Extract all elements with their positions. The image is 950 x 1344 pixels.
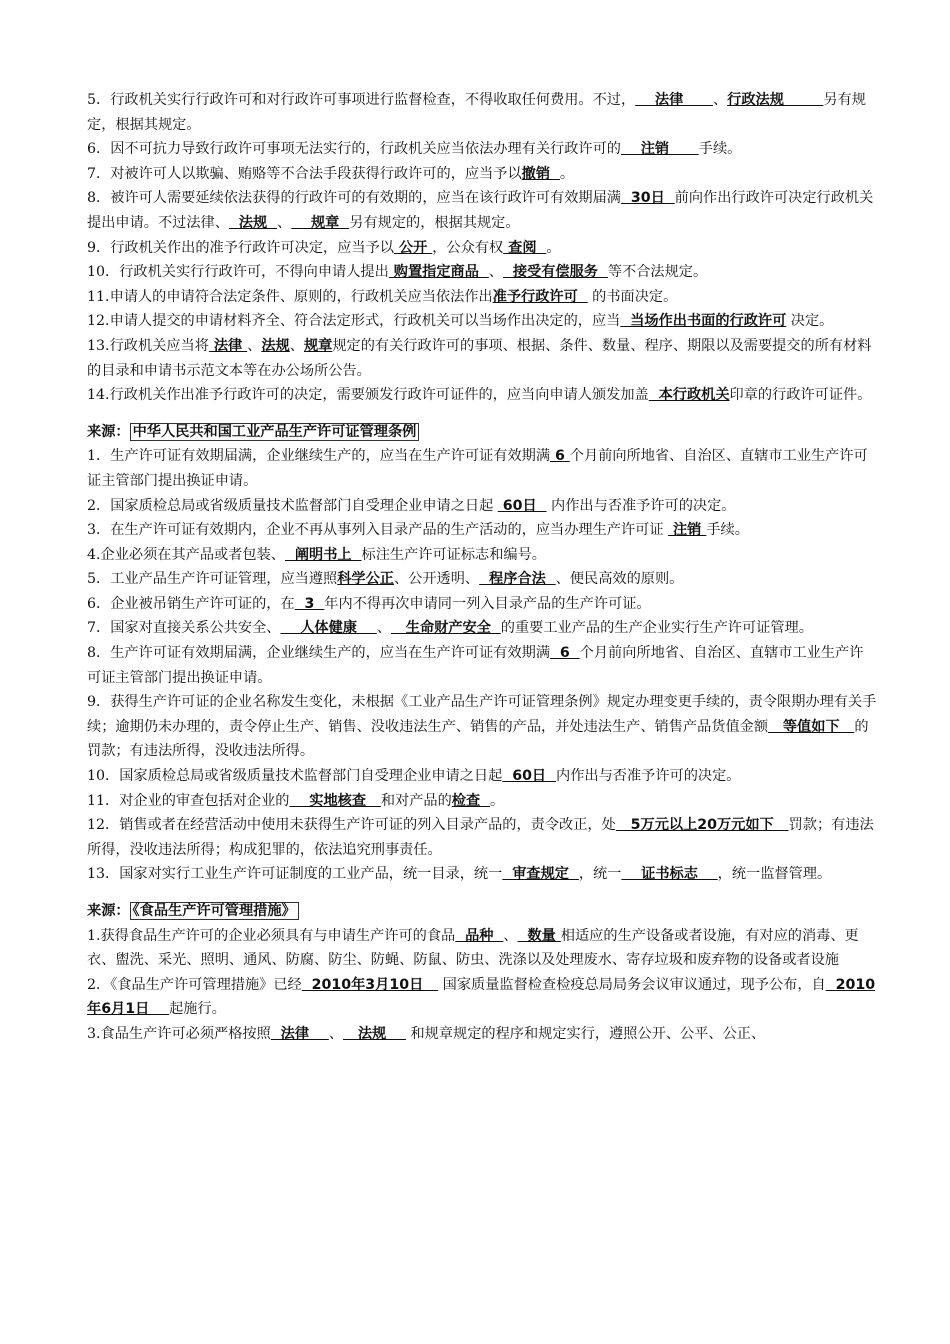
answer-blank: 60日 [502, 768, 557, 785]
question-text: 、 [503, 927, 518, 944]
source-title: 中华人民共和国工业产品生产许可证管理条例 [130, 423, 420, 441]
question-text: 相适应的生产设备或者设施，有对应的消毒、更衣、盥洗、采光、照明、通风、防腐、防尘、防蝇、防鼠、防虫、洗涤以及处理废水、寄存垃圾和废弃物的设备或者设施 [87, 927, 859, 969]
question-text: 另有规定，根据其规定。 [87, 92, 866, 133]
question-text: 、 [289, 337, 304, 354]
question-item [87, 137, 877, 162]
answer-blank: 查阅 [503, 239, 547, 256]
answer-blank: 准予行政许可 [492, 288, 588, 305]
answer-blank: 公开 [393, 239, 433, 256]
question-item [87, 334, 877, 383]
question-item [87, 862, 877, 887]
question-item [87, 236, 877, 261]
question-text: 手续。 [706, 522, 749, 539]
answer-blank: 撤销 [521, 165, 560, 182]
answer-blank: 法规 [261, 337, 290, 354]
question-text: 3.食品生产许可必须严格按照 [87, 1025, 271, 1042]
section-food-production-license [87, 899, 877, 1047]
question-text: 、 [247, 337, 262, 354]
answer-blank: 阐明书上 [284, 546, 362, 563]
question-text: 和对产品的 [380, 792, 452, 809]
question-text: 标注生产许可证标志和编号。 [361, 546, 546, 563]
section-gap [87, 408, 877, 420]
question-text: 、 [376, 620, 391, 637]
question-text: 5．行政机关实行行政许可和对行政许可事项进行监督检查，不得收取任何费用。不过， [87, 92, 636, 108]
question-item [87, 616, 877, 641]
answer-blank: 法律 [270, 1025, 329, 1042]
question-text: 3．在生产许可证有效期内，企业不再从事列入目录产品的生产活动的，应当办理生产许可证 [87, 522, 669, 539]
source-label: 来源： [87, 903, 130, 919]
question-item [87, 543, 877, 568]
question-item [87, 285, 877, 310]
section-industrial-license-regulations [87, 420, 877, 887]
question-item [87, 186, 877, 235]
answer-blank: 6 [550, 448, 570, 465]
question-text: 7．国家对直接关系公共安全、 [87, 620, 281, 637]
question-text: 国家质量监督检查检疫总局局务会议审议通过，现予公布，自 [438, 976, 826, 993]
answer-blank: 30日 [620, 190, 675, 207]
answer-blank: 检查 [451, 792, 491, 809]
question-text: 10．国家质检总局或省级质量技术监督部门自受理企业申请之日起 [87, 768, 503, 785]
document-page [87, 88, 877, 1047]
question-text: 14.行政机关作出准予行政许可的决定，需要颁发行政许可证件的，应当向申请人颁发加盖 [87, 387, 649, 404]
answer-blank: 证书标志 [621, 866, 718, 883]
question-text: 6．企业被吊销生产许可证的，在 [87, 595, 295, 612]
answer-blank: 注销 [668, 522, 707, 539]
answer-blank: 法规 [228, 214, 278, 231]
answer-blank: 当场作出书面的行政许可 [620, 313, 787, 330]
question-item [87, 88, 877, 137]
answer-blank: 6 [550, 645, 580, 662]
source-heading [87, 420, 877, 445]
answer-blank: 2010年3月10日 [301, 976, 439, 993]
question-text: 8．生产许可证有效期届满，企业继续生产的，应当在生产许可证有效期满 [87, 645, 551, 662]
question-item [87, 260, 877, 285]
question-text: 4.企业必须在其产品或者包装、 [87, 546, 285, 563]
question-text: 11.申请人的申请符合法定条件、原则的，行政机关应当依法作出 [87, 288, 493, 305]
answer-blank: 等值如下 [768, 718, 855, 735]
question-text: 12．销售或者在经营活动中使用未获得生产许可证的列入目录产品的，责令改正，处 [87, 817, 616, 834]
question-text: 、 [712, 92, 728, 108]
question-item [87, 641, 877, 690]
question-text: 。 [490, 792, 505, 809]
answer-blank: 数量 [517, 927, 561, 944]
question-text: 和规章规定的程序和规定实行，遵照公开、公平、公正、 [405, 1025, 766, 1042]
question-text: 手续。 [698, 141, 742, 158]
answer-blank: 法律 [635, 92, 713, 108]
question-item [87, 444, 877, 493]
question-item [87, 789, 877, 814]
question-item [87, 924, 877, 973]
answer-blank: 注销 [620, 141, 699, 158]
answer-blank: 科学公正 [337, 571, 394, 588]
answer-blank: 实地核查 [289, 792, 381, 809]
question-item [87, 383, 877, 408]
question-text: 、便民高效的原则。 [555, 571, 684, 588]
question-item [87, 567, 877, 592]
question-item [87, 813, 877, 862]
answer-blank: 行政法规 [727, 92, 824, 108]
question-text: 内作出与否准予许可的决定。 [546, 497, 736, 514]
question-item [87, 518, 877, 543]
question-text: 10．行政机关实行行政许可，不得向申请人提出 [87, 264, 389, 281]
question-text: 9．行政机关作出的准予行政许可决定，应当予以 [87, 239, 394, 256]
question-text: 印章的行政许可证件。 [729, 387, 872, 404]
question-text: 8．被许可人需要延续依法获得的行政许可的有效期的，应当在该行政许可有效期届满 [87, 190, 621, 207]
question-text: 。 [546, 239, 561, 256]
question-text: 5．工业产品生产许可证管理，应当遵照 [87, 571, 338, 588]
answer-blank: 5万元以上20万元如下 [615, 817, 789, 834]
question-text: 。 [559, 165, 575, 182]
question-text: 12.申请人提交的申请材料齐全、符合法定形式，行政机关可以当场作出决定的，应当 [87, 313, 621, 330]
question-text: 、 [328, 1025, 344, 1042]
question-text: 、公开透明、 [393, 571, 480, 588]
question-text: 等不合法规定。 [607, 264, 708, 281]
answer-blank: 60日 [497, 497, 547, 514]
question-item [87, 309, 877, 334]
question-text: 6．因不可抗力导致行政许可事项无法实行的，行政机关应当依法办理有关行政许可的 [87, 141, 621, 158]
answer-blank: 人体健康 [280, 620, 377, 637]
question-text: ，统一 [578, 866, 622, 883]
question-text: 前向作出行政许可决定行政机关提出申请。不过法律、 [87, 190, 874, 231]
question-item [87, 973, 877, 1022]
question-text: 、 [488, 264, 503, 281]
question-text: 9．获得生产许可证的企业名称发生变化，未根据《工业产品生产许可证管理条例》规定办理变更手续的，责令限期办理有关手续；逾期仍未办理的，责令停止生产、销售、没收违法生产、销售的产品，并处违法生产、销售产品货值金额 [87, 694, 877, 735]
question-text: 1．生产许可证有效期届满，企业继续生产的，应当在生产许可证有效期满 [87, 448, 551, 465]
question-text: 13．国家对实行工业生产许可证制度的工业产品，统一目录，统一 [87, 866, 503, 883]
question-text: 2．《食品生产许可管理措施》已经 [87, 976, 302, 993]
answer-blank: 规章 [303, 337, 333, 354]
question-item [87, 494, 877, 519]
question-text: 起施行。 [169, 1001, 226, 1018]
question-item [87, 592, 877, 617]
question-text: 决定。 [786, 313, 834, 330]
answer-blank: 本行政机关 [648, 387, 730, 404]
question-text: 年内不得再次申请同一列入目录产品的生产许可证。 [324, 595, 651, 612]
question-text: 另有规定的，根据其规定。 [349, 214, 520, 231]
question-text: 7．对被许可人以欺骗、贿赂等不合法手段获得行政许可的，应当予以 [87, 165, 522, 182]
question-item [87, 690, 877, 764]
question-item [87, 162, 877, 187]
answer-blank: 程序合法 [479, 571, 556, 588]
answer-blank: 规章 [291, 214, 350, 231]
source-title: 《食品生产许可管理措施》 [130, 902, 299, 920]
answer-blank: 法规 [343, 1025, 406, 1042]
question-text: 11．对企业的审查包括对企业的 [87, 792, 290, 809]
question-text: 内作出与否准予许可的决定。 [556, 768, 741, 785]
answer-blank: 接受有偿服务 [502, 264, 608, 281]
question-item [87, 1022, 877, 1047]
question-text: 、 [277, 214, 292, 231]
question-text: 2．国家质检总局或省级质量技术监督部门自受理企业申请之日起 [87, 497, 498, 514]
question-text: 个月前向所地省、自治区、直辖市工业生产许可证主管部门提出换证申请。 [87, 448, 868, 489]
question-text: 罚款；有违法所得，没收违法所得；构成犯罪的，依法追究刑事责任。 [87, 817, 874, 858]
answer-blank: 品种 [455, 927, 504, 944]
question-text: 个月前向所地省、自治区、直辖市工业生产许可证主管部门提出换证申请。 [87, 645, 864, 686]
question-item [87, 764, 877, 789]
question-text: 1.获得食品生产许可的企业必须具有与申请生产许可的食品 [87, 927, 456, 944]
answer-blank: 法律 [208, 337, 248, 354]
question-text: ，统一监督管理。 [717, 866, 832, 883]
section-gap [87, 887, 877, 899]
question-text: 的重要工业产品的生产企业实行生产许可证管理。 [500, 620, 813, 637]
question-text: 13.行政机关应当将 [87, 337, 209, 354]
question-text: 的罚款；有违法所得，没收违法所得。 [87, 718, 869, 760]
question-text: 的书面决定。 [587, 288, 678, 305]
question-text: 规定的有关行政许可的事项、根据、条件、数量、程序、期限以及需要提交的所有材料的目录和申请书示范文本等在办公场所公告。 [87, 337, 872, 379]
question-text: ，公众有权 [432, 239, 504, 256]
answer-blank: 2010年6月1日 [87, 976, 876, 1018]
answer-blank: 审查规定 [502, 866, 579, 883]
answer-blank: 购置指定商品 [388, 264, 489, 281]
source-label: 来源： [87, 423, 130, 440]
answer-blank: 生命财产安全 [390, 620, 501, 637]
source-heading [87, 899, 877, 924]
answer-blank: 3 [294, 595, 325, 612]
section-administrative-licensing [87, 88, 877, 408]
